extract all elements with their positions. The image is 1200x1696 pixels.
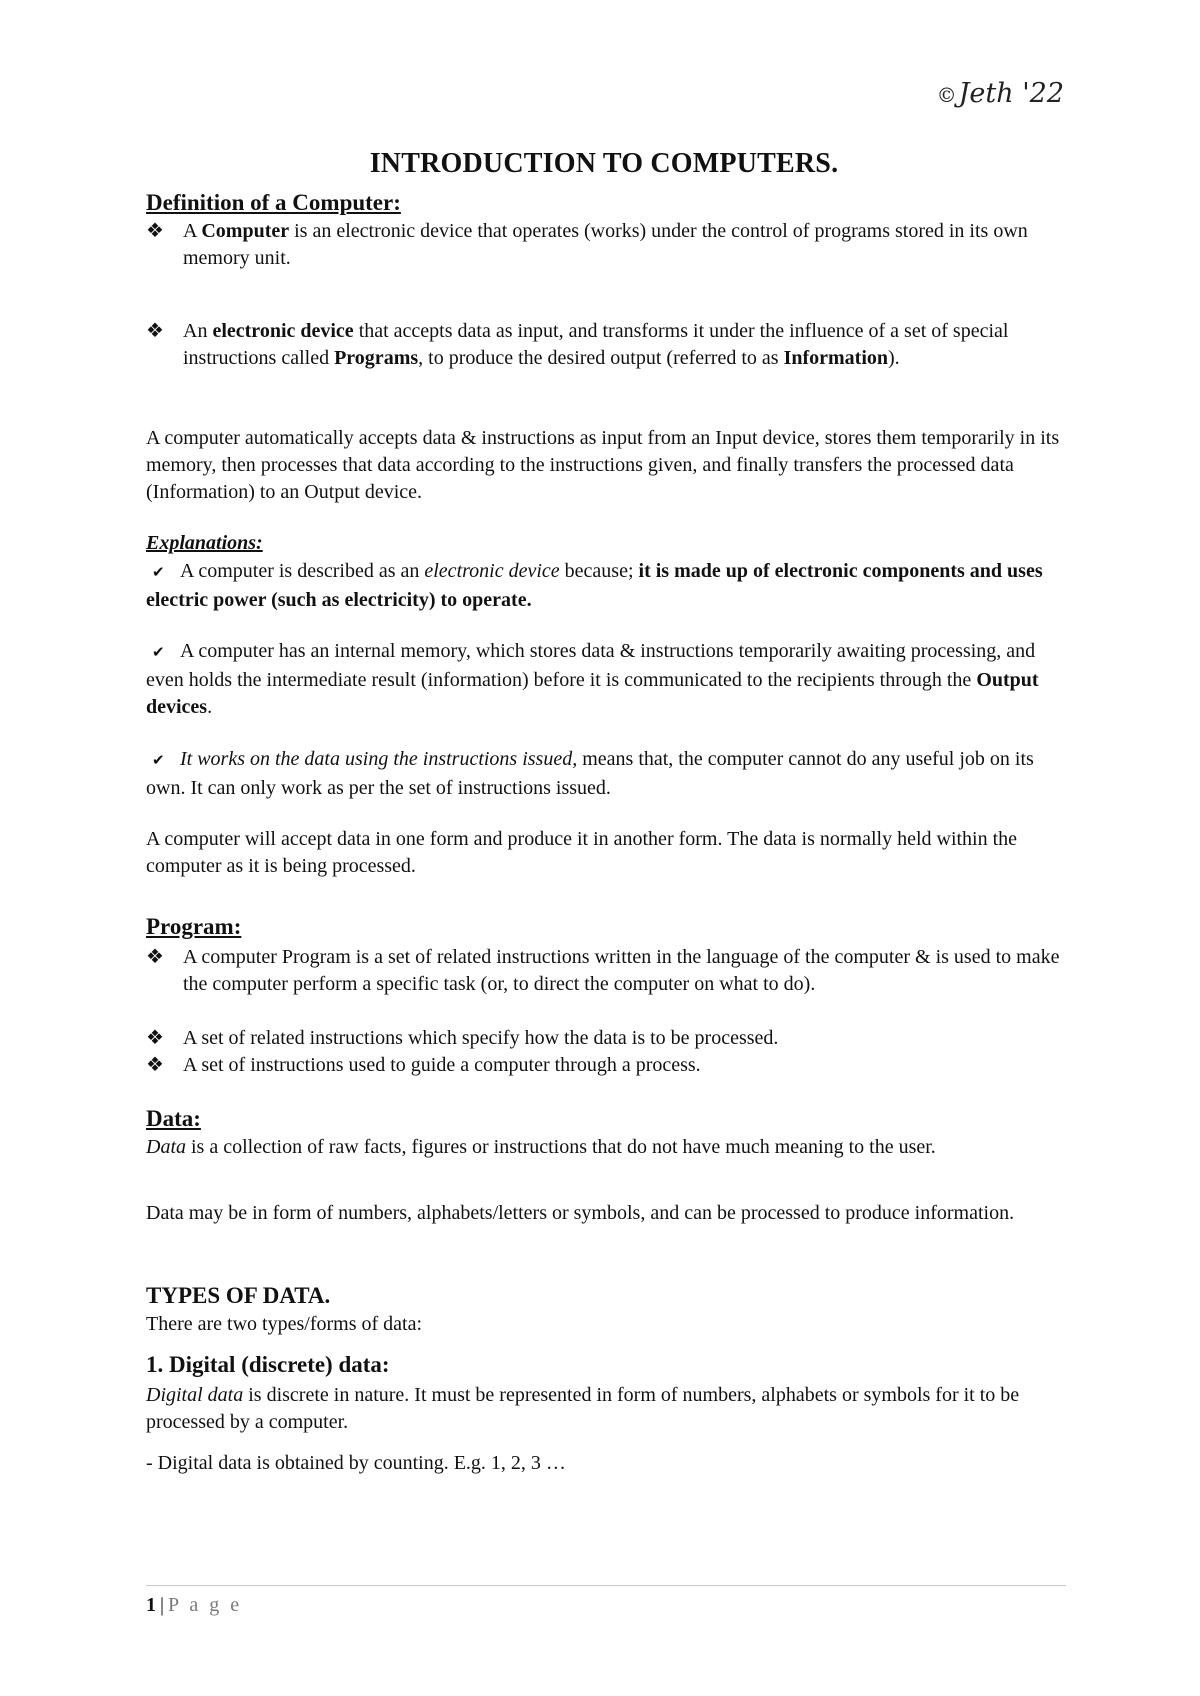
explanations-heading: Explanations:: [146, 532, 263, 554]
italic-run: Digital data: [146, 1384, 244, 1406]
footer-divider: [146, 1585, 1066, 1586]
text-run: A: [183, 220, 202, 242]
check-icon: ✔: [152, 753, 165, 769]
bold-run: Output devices: [146, 669, 1039, 718]
digital-data-heading: 1. Digital (discrete) data:: [146, 1352, 390, 1377]
types-intro: There are two types/forms of data:: [146, 1313, 423, 1335]
header-signature: [937, 78, 1064, 109]
text-run: A set of instructions used to guide a computer through a process.: [183, 1054, 701, 1076]
digital-data-paragraph-2: - Digital data is obtained by counting. E.g. 1, 2, 3 …: [146, 1452, 566, 1474]
italic-run: It works on the data using the instructions issued,: [180, 748, 578, 770]
explanation-item-1: [146, 558, 1062, 614]
text-run: because;: [559, 560, 639, 582]
text-run: .: [207, 696, 213, 718]
bold-run: Computer: [201, 220, 290, 242]
explanation-item-3: [146, 746, 1062, 802]
bold-run: Programs: [334, 347, 419, 369]
footer-separator: |: [160, 1594, 165, 1616]
bold-run: electronic device: [212, 320, 354, 342]
program-heading: Program:: [146, 914, 242, 939]
copyright-symbol: ©: [936, 83, 957, 107]
text-run: that accepts data as input, and transforms it under the influence of a set of special instructions called: [183, 320, 1009, 369]
definition-paragraph: A computer automatically accepts data & instructions as input from an Input device, stores them temporarily in its memory, then processes that data according to the instructions given, and finally transfers the processed data (Information) to an Output device.: [146, 427, 1060, 503]
text-run: A computer has an internal memory, which stores data & instructions temporarily awaiting processing, and even holds the intermediate result (information) before it is communicated to the recipients through the: [146, 640, 1036, 691]
page-title: INTRODUCTION TO COMPUTERS.: [369, 148, 839, 179]
text-run: A set of related instructions which specify how the data is to be processed.: [183, 1027, 779, 1049]
definition-heading: Definition of a Computer:: [146, 190, 401, 215]
italic-run: Data: [146, 1136, 186, 1158]
text-run: A computer is described as an: [180, 560, 425, 582]
bold-run: Information: [783, 347, 889, 369]
text-run: is discrete in nature. It must be represented in form of numbers, alphabets or symbols for it to be processed by a computer.: [146, 1384, 1020, 1433]
bold-run: it is made up of electronic components and uses electric power (such as electricity) to operate.: [146, 560, 1043, 611]
text-run: An: [183, 320, 213, 342]
diamond-bullet-icon: ❖: [146, 1054, 164, 1076]
definition-bullet-1: [146, 218, 1062, 272]
text-run: means that, the computer cannot do any useful job on its own. It can only work as per the set of instructions issued.: [146, 748, 1034, 799]
program-bullet-1: [146, 944, 1062, 998]
definition-bullet-2: [146, 318, 1062, 372]
text-run: A computer Program is a set of related instructions written in the language of the computer & is used to make the computer perform a specific task (or, to direct the computer on what to do).: [183, 946, 1060, 995]
page-number: 1: [146, 1594, 156, 1616]
data-paragraph-1: [146, 1134, 1062, 1161]
diamond-bullet-icon: ❖: [146, 1027, 164, 1049]
program-bullet-2: [146, 1025, 1062, 1052]
text-run: , to produce the desired output (referred to as: [418, 347, 784, 369]
explanations-paragraph: A computer will accept data in one form and produce it in another form. The data is normally held within the computer as it is being processed.: [146, 828, 1018, 877]
diamond-bullet-icon: ❖: [146, 946, 164, 968]
explanation-item-2: [146, 638, 1062, 721]
data-heading: Data:: [146, 1106, 201, 1131]
data-paragraph-2: Data may be in form of numbers, alphabets/letters or symbols, and can be processed to produce information.: [146, 1202, 1015, 1224]
diamond-bullet-icon: ❖: [146, 320, 164, 342]
program-bullet-3: [146, 1052, 1062, 1079]
page-footer: [146, 1594, 242, 1617]
diamond-bullet-icon: ❖: [146, 220, 164, 242]
digital-data-paragraph-1: [146, 1382, 1062, 1436]
types-heading: TYPES OF DATA.: [146, 1283, 331, 1308]
text-run: ).: [888, 347, 900, 369]
check-icon: ✔: [152, 645, 165, 661]
page-label: P a g e: [168, 1594, 243, 1616]
italic-run: electronic device: [424, 560, 560, 582]
text-run: is an electronic device that operates (works) under the control of programs stored in its own memory unit.: [183, 220, 1028, 269]
signature-text: Jeth '22: [958, 78, 1064, 109]
text-run: is a collection of raw facts, figures or instructions that do not have much meaning to the user.: [186, 1136, 936, 1158]
check-icon: ✔: [152, 565, 165, 581]
